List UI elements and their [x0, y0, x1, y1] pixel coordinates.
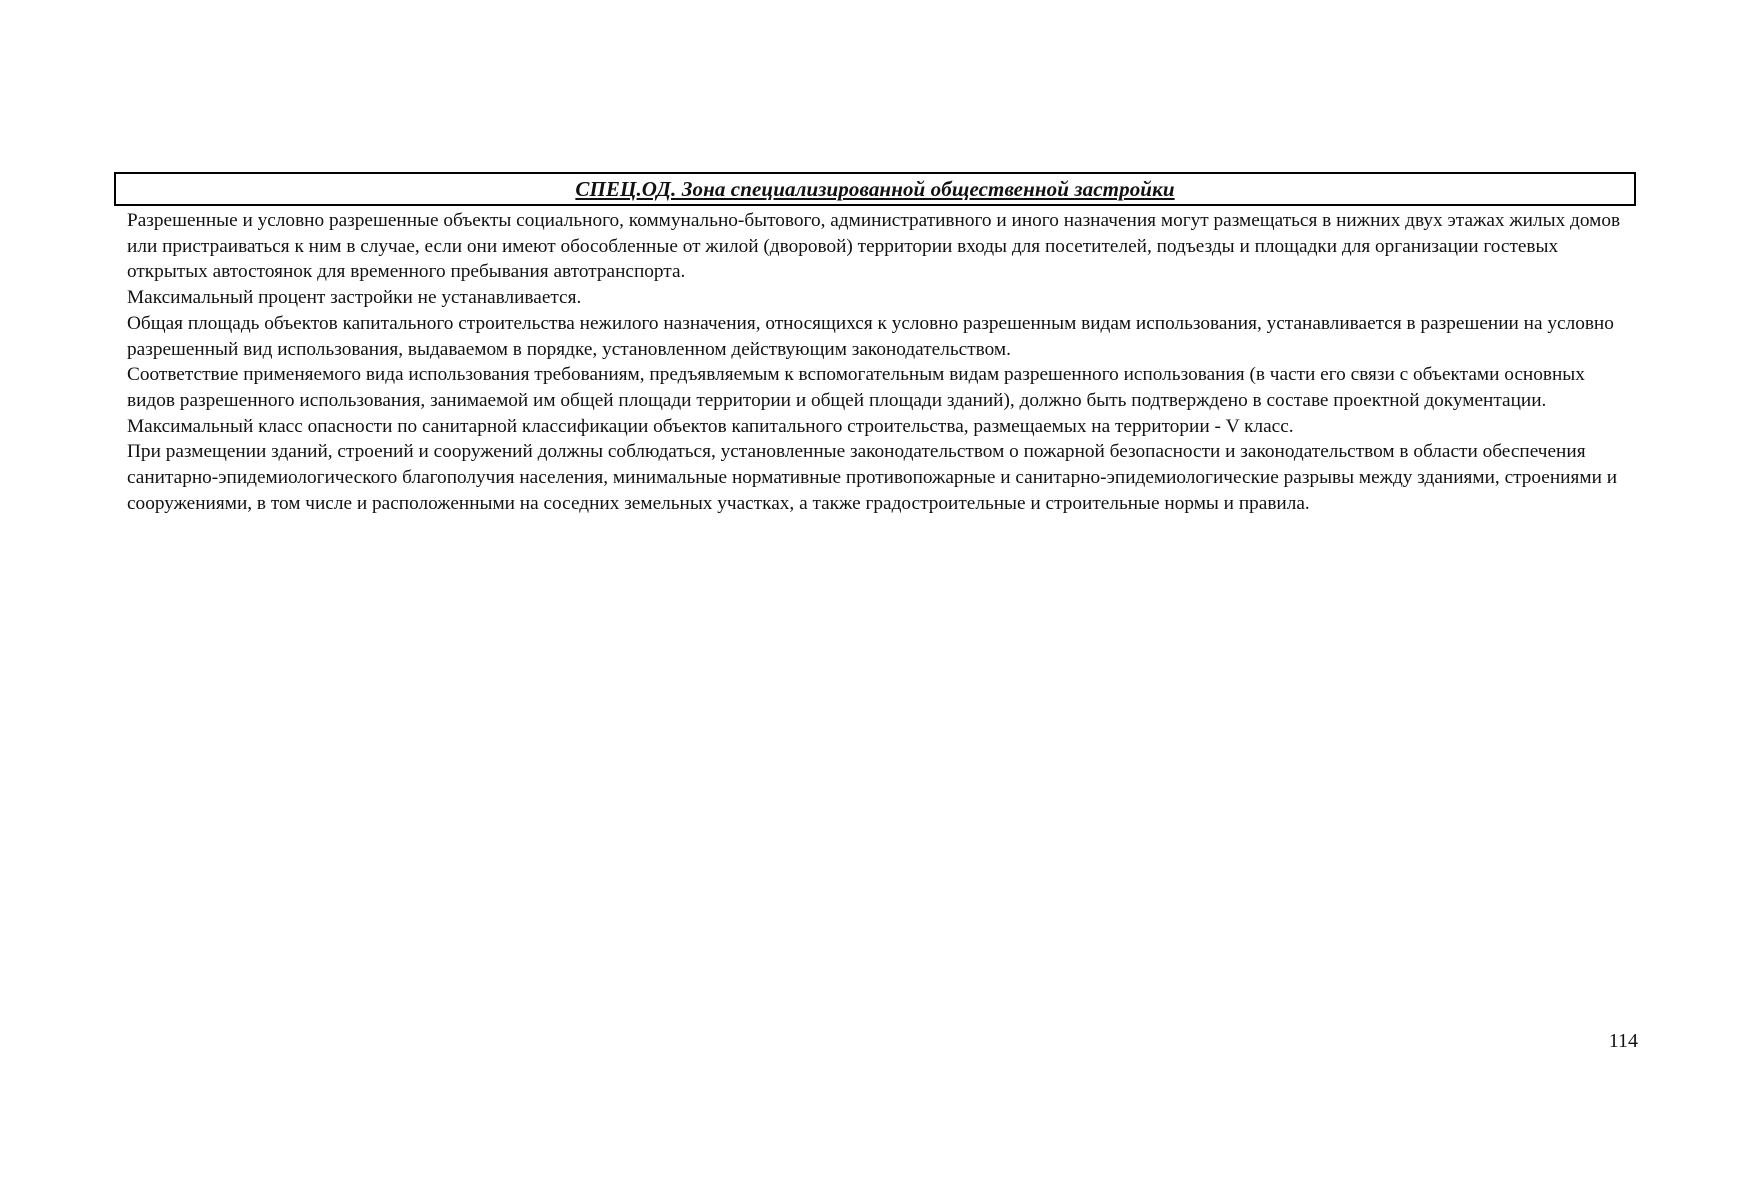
- page-number: 114: [1608, 1030, 1638, 1052]
- zone-regulations-text: [127, 208, 1637, 516]
- paragraph-placement-conditions: Разрешенные и условно разрешенные объекты социального, коммунально-бытового, административного и иного назначения могут размещаться в нижних двух этажах жилых домов или пристраиваться к ним в случае, если они имеют обособленные от жилой (дворовой) территории входы для посетителей, подъезды и площадки для организации гостевых открытых автостоянок для временного пребывания автотранспорта.: [127, 210, 1621, 283]
- paragraph-max-build-percent: Максимальный процент застройки не устанавливается.: [127, 287, 582, 309]
- zone-title-box: [114, 172, 1636, 206]
- paragraph-auxiliary-use-compliance: Соответствие применяемого вида использования требованиям, предъявляемым к вспомогательным видам разрешенного использования (в части его связи с объектами основных видов разрешенного использования, занимаемой им общей площади территории и общей площади зданий), должно быть подтверждено в составе проектной документации.: [127, 364, 1585, 411]
- paragraph-total-area: Общая площадь объектов капитального строительства нежилого назначения, относящихся к условно разрешенным видам использования, устанавливается в разрешении на условно разрешенный вид использования, выдаваемом в порядке, установленном действующим законодательством.: [127, 312, 1614, 360]
- paragraph-hazard-class: Максимальный класс опасности по санитарной классификации объектов капитального строительства, размещаемых на территории - V класс.: [127, 415, 1294, 437]
- zone-title: СПЕЦ.ОД. Зона специализированной общественной застройки: [575, 176, 1175, 201]
- paragraph-safety-distances: При размещении зданий, строений и сооружений должны соблюдаться, установленные законодательством о пожарной безопасности и законодательством в области обеспечения санитарно-эпидемиологического благополучия населения, минимальные нормативные противопожарные и санитарно-эпидемиологические разрывы между зданиями, строениями и сооружениями, в том числе и расположенными на соседних земельных участках, а также градостроительные и строительные нормы и правила.: [127, 441, 1618, 514]
